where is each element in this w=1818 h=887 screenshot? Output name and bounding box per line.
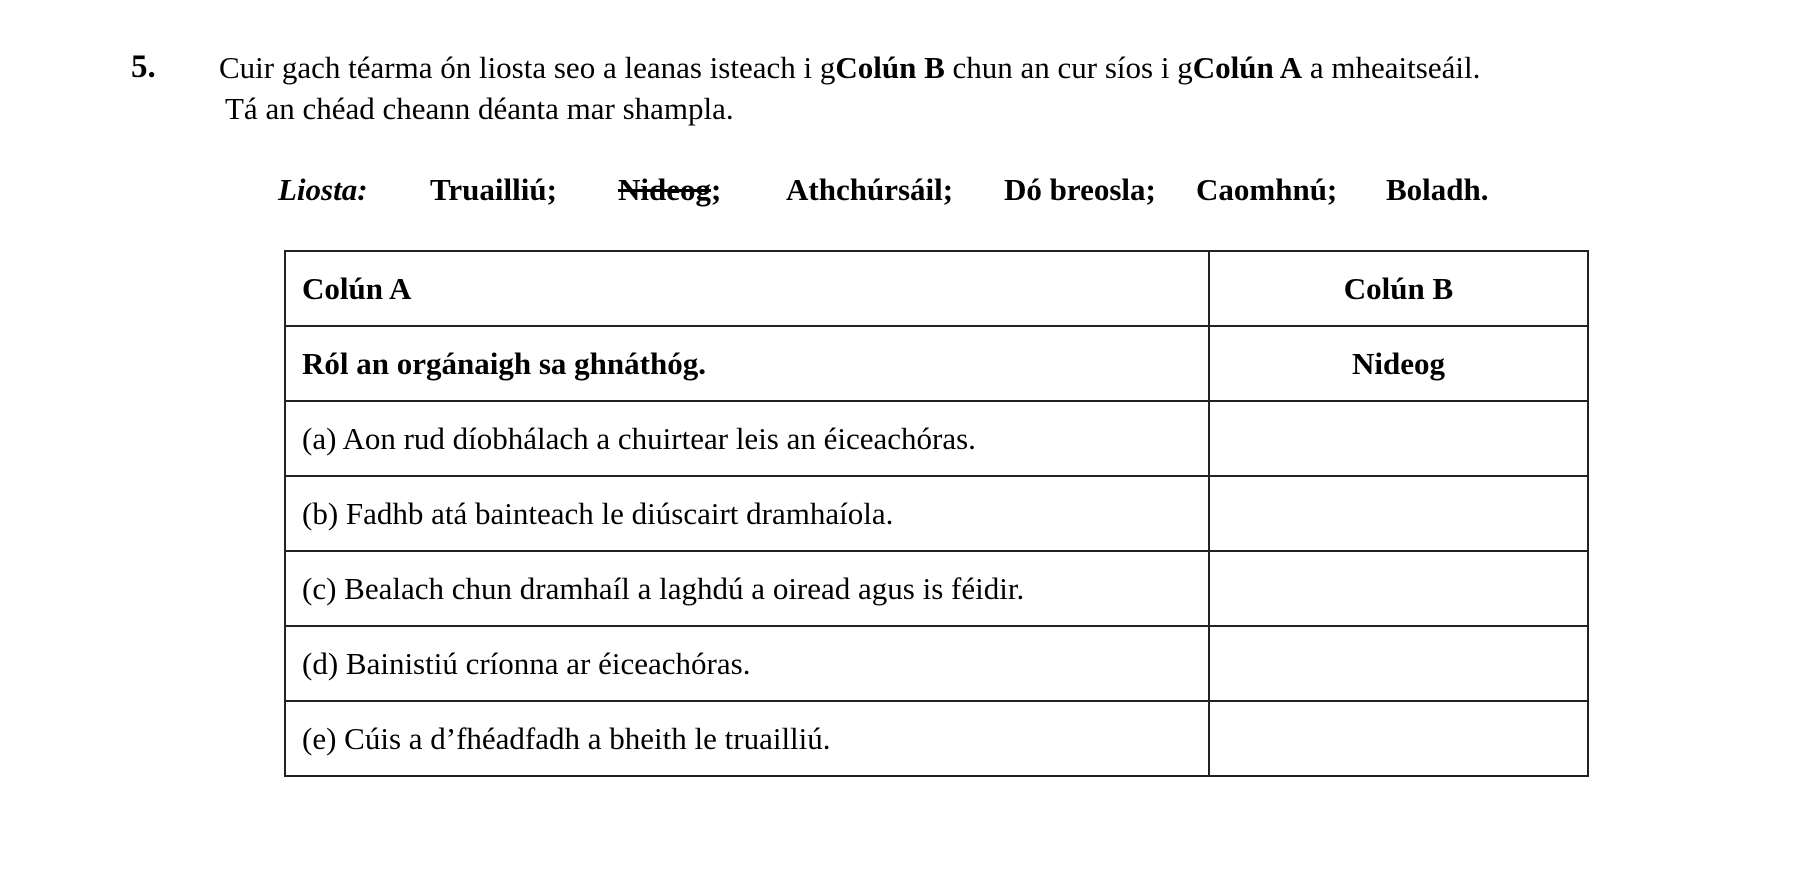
question-instruction-line-1 bbox=[219, 48, 1480, 88]
word-list-item: Truailliú; bbox=[430, 172, 557, 207]
header-column-a: Colún A bbox=[285, 251, 1209, 326]
matching-table bbox=[284, 250, 1589, 777]
row-description: (b) Fadhb atá bainteach le diúscairt dramhaíola. bbox=[285, 476, 1209, 551]
row-description: (e) Cúis a d’fhéadfadh a bheith le truailliú. bbox=[285, 701, 1209, 776]
example-answer: Nideog bbox=[1209, 326, 1588, 401]
instruction-text: chun an cur síos i g bbox=[944, 50, 1193, 85]
instruction-text: a mheaitseáil. bbox=[1302, 50, 1481, 85]
table-example-row bbox=[285, 326, 1588, 401]
row-description: (a) Aon rud díobhálach a chuirtear leis an éiceachóras. bbox=[285, 401, 1209, 476]
table-row bbox=[285, 476, 1588, 551]
column-b-ref: Colún B bbox=[835, 50, 945, 85]
row-description: (d) Bainistiú críonna ar éiceachóras. bbox=[285, 626, 1209, 701]
answer-cell[interactable] bbox=[1209, 701, 1588, 776]
table-row bbox=[285, 401, 1588, 476]
word-list-item: Dó breosla; bbox=[1004, 172, 1156, 207]
question-number: 5. bbox=[131, 49, 156, 85]
answer-cell[interactable] bbox=[1209, 476, 1588, 551]
word-list-item: Caomhnú; bbox=[1196, 172, 1338, 207]
table-row bbox=[285, 551, 1588, 626]
answer-cell[interactable] bbox=[1209, 626, 1588, 701]
answer-cell[interactable] bbox=[1209, 401, 1588, 476]
word-suffix: ; bbox=[711, 172, 722, 207]
word-list-item: Athchúrsáil; bbox=[786, 172, 954, 207]
table-row bbox=[285, 701, 1588, 776]
word-list-item-struck bbox=[618, 168, 721, 212]
word-list-item: Boladh. bbox=[1386, 172, 1489, 207]
word-list-label: Liosta: bbox=[278, 172, 368, 207]
answer-cell[interactable] bbox=[1209, 551, 1588, 626]
table-header-row bbox=[285, 251, 1588, 326]
header-column-b: Colún B bbox=[1209, 251, 1588, 326]
question-instruction-line-2: Tá an chéad cheann déanta mar shampla. bbox=[225, 91, 734, 126]
table-row bbox=[285, 626, 1588, 701]
row-description: (c) Bealach chun dramhaíl a laghdú a oiread agus is féidir. bbox=[285, 551, 1209, 626]
struck-word: Nideog bbox=[618, 172, 711, 207]
instruction-text: Cuir gach téarma ón liosta seo a leanas isteach i g bbox=[219, 50, 836, 85]
example-description: Ról an orgánaigh sa ghnáthóg. bbox=[285, 326, 1209, 401]
column-a-ref: Colún A bbox=[1192, 50, 1303, 85]
